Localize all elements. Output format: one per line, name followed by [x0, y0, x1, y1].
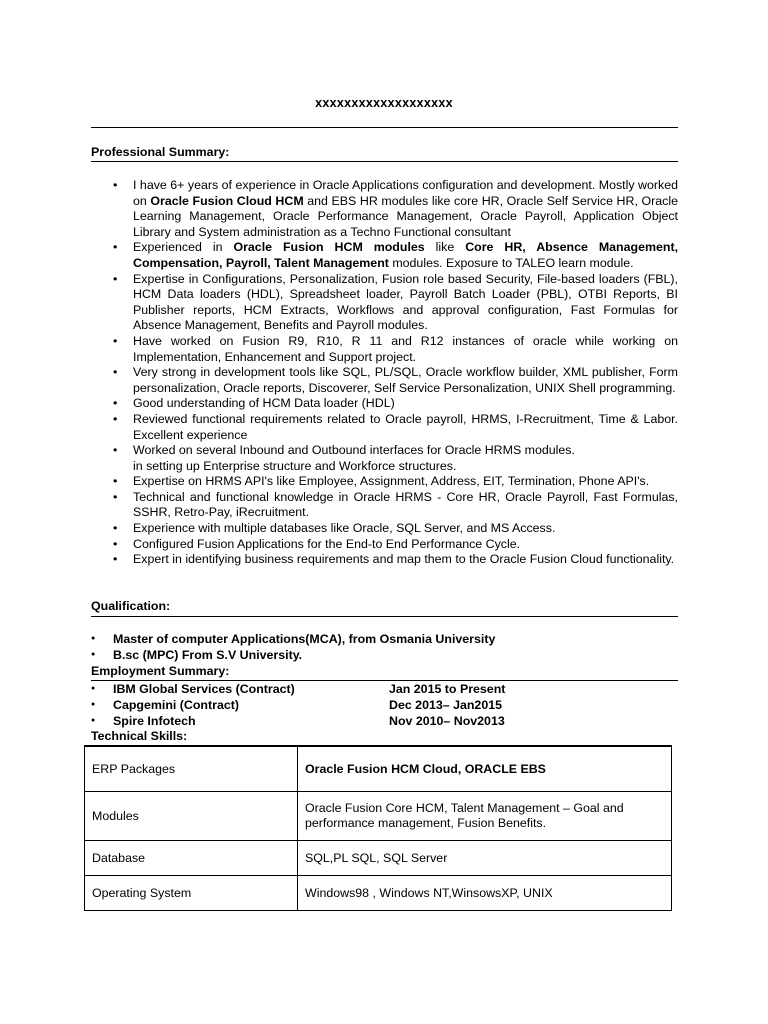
summary-text: Worked on several Inbound and Outbound interfaces for Oracle HRMS modules. — [133, 443, 575, 458]
summary-text: like — [424, 240, 466, 255]
technical-skills-table — [84, 745, 672, 911]
skill-value: Oracle Fusion HCM Cloud, ORACLE EBS — [298, 746, 672, 792]
employer-name: ● Spire Infotech — [113, 714, 196, 728]
summary-text: Oracle Fusion Cloud HCM — [150, 193, 304, 208]
skill-key: Modules — [85, 792, 298, 841]
employment-dates: Dec 2013– Jan2015 — [389, 698, 502, 712]
summary-text: Experienced in — [133, 240, 234, 255]
summary-text: Expertise on HRMS API's like Employee, Assignment, Address, EIT, Termination, Phone API's. — [133, 474, 650, 489]
skills-row — [85, 792, 672, 841]
summary-list — [91, 178, 678, 568]
summary-text: I have 6+ years of experience in Oracle Applications configuration and development. Mostly worked on — [133, 178, 678, 208]
qualification-divider — [91, 616, 678, 617]
summary-item — [91, 272, 678, 334]
employment-item — [91, 713, 678, 729]
employment-item — [91, 697, 678, 713]
skills-row — [85, 841, 672, 876]
summary-text: Oracle Fusion HCM modules — [233, 240, 425, 255]
qualification-list — [91, 631, 678, 663]
employment-summary-heading: Employment Summary: — [91, 664, 230, 678]
skill-key: ERP Packages — [85, 746, 298, 792]
professional-summary-heading: Professional Summary: — [91, 145, 230, 159]
summary-item — [91, 443, 678, 459]
summary-text: modules. Exposure to TALEO learn module. — [388, 255, 634, 270]
summary-text: Very strong in development tools like SQL, PL/SQL, Oracle workflow builder, XML publisher, Form personalization, Oracle reports, Discoverer, Self Service Personalization, UNIX Shell programming. — [133, 365, 678, 395]
title-divider — [91, 127, 678, 128]
summary-divider — [91, 161, 678, 162]
skills-row — [85, 876, 672, 911]
summary-text: Experience with multiple databases like Oracle, SQL Server, and MS Access. — [133, 521, 556, 536]
employer-name: ● IBM Global Services (Contract) — [113, 682, 295, 696]
summary-item — [91, 521, 678, 537]
summary-item — [91, 412, 678, 443]
candidate-name: xxxxxxxxxxxxxxxxxxx — [315, 96, 453, 110]
qualification-heading: Qualification: — [91, 599, 171, 613]
summary-item — [91, 490, 678, 521]
summary-item — [91, 396, 678, 412]
summary-text: Configured Fusion Applications for the End-to End Performance Cycle. — [133, 536, 521, 551]
summary-item — [91, 240, 678, 271]
technical-skills-heading: Technical Skills: — [91, 729, 188, 743]
summary-text: Expert in identifying business requirements and map them to the Oracle Fusion Cloud functionality. — [133, 552, 675, 567]
summary-item — [91, 537, 678, 553]
summary-text: in setting up Enterprise structure and Workforce structures. — [133, 458, 457, 473]
summary-text: Reviewed functional requirements related to Oracle payroll, HRMS, I-Recruitment, Time & Labor. Excellent experience — [133, 411, 678, 442]
employment-dates: Jan 2015 to Present — [389, 682, 506, 696]
summary-text: Expertise in Configurations, Personalization, Fusion role based Security, File-based loaders (FBL), HCM Data loaders (HDL), Spreadsheet loader, Payroll Batch Loader (PBL), OTBI Reports, BI Publisher reports, HCM Extracts, Workflows and approval configuration, Fast Formulas for Absence Management, Benefits and Payroll modules. — [133, 271, 678, 333]
qualification-item: ● Master of computer Applications(MCA), from Osmania University — [91, 631, 678, 647]
skill-value: SQL,PL SQL, SQL Server — [298, 841, 672, 876]
summary-item — [91, 474, 678, 490]
employment-dates: Nov 2010– Nov2013 — [389, 714, 505, 728]
skill-value: Oracle Fusion Core HCM, Talent Management – Goal and performance management, Fusion Benefits. — [298, 792, 672, 841]
summary-text: and EBS HR modules like core HR, Oracle Self Service HR, Oracle Learning Management, Oracle Performance Management, Oracle Payroll, Application Object Library and System administration as a Techno Functional consultant — [133, 193, 678, 239]
employer-name: ● Capgemini (Contract) — [113, 698, 239, 712]
employment-item — [91, 681, 678, 697]
summary-text: Have worked on Fusion R9, R10, R 11 and R12 instances of oracle while working on Implementation, Enhancement and Support project. — [133, 333, 678, 364]
summary-item — [91, 334, 678, 365]
summary-item — [91, 459, 678, 475]
summary-item — [91, 365, 678, 396]
summary-text: Good understanding of HCM Data loader (HDL) — [133, 396, 395, 411]
summary-text: Technical and functional knowledge in Oracle HRMS - Core HR, Oracle Payroll, Fast Formulas, SSHR, Retro-Pay, iRecruitment. — [133, 489, 678, 520]
summary-item — [91, 178, 678, 240]
skill-key: Operating System — [85, 876, 298, 911]
summary-item — [91, 552, 678, 568]
skill-key: Database — [85, 841, 298, 876]
skill-value: Windows98 , Windows NT,WinsowsXP, UNIX — [298, 876, 672, 911]
summary-text: Core HR, Absence Management, Compensation, Payroll, Talent Management — [133, 240, 679, 270]
skills-row — [85, 746, 672, 792]
employment-list — [91, 681, 678, 729]
qualification-item: ● B.sc (MPC) From S.V University. — [91, 647, 678, 663]
